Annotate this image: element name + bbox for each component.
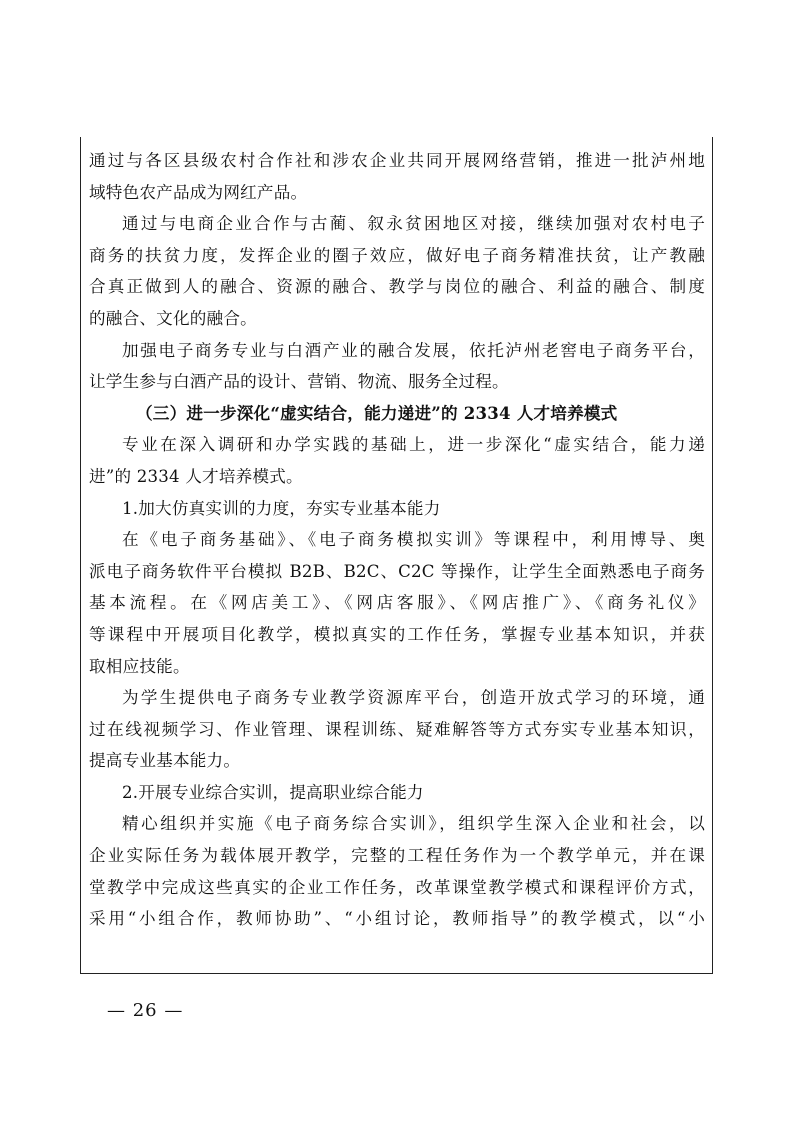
- paragraph-line: 等课程中开展项目化教学，模拟真实的工作任务，掌握专业基本知识，并获: [89, 624, 705, 644]
- subsection-heading: 2.开展专业综合实训，提高职业综合能力: [122, 782, 424, 802]
- section-heading: （三）进一步深化“虚实结合，能力递进”的 2334 人才培养模式: [136, 402, 618, 423]
- document-body: [89, 145, 705, 935]
- paragraph-line: 采用“小组合作，教师协助”、“小组讨论，教师指导”的教学模式，以“小: [89, 909, 705, 929]
- subsection-heading: 1.加大仿真实训的力度，夯实专业基本能力: [122, 498, 441, 518]
- paragraph-line: 加强电子商务专业与白酒产业的融合发展，依托泸州老窖电子商务平台，: [122, 340, 705, 360]
- paragraph-line: 在《电子商务基础》、《电子商务模拟实训》等课程中，利用博导、奥: [122, 530, 705, 550]
- paragraph-line: 让学生参与白酒产品的设计、营销、物流、服务全过程。: [89, 372, 509, 392]
- paragraph-line: 提高专业基本能力。: [89, 751, 241, 771]
- paragraph-line: 企业实际任务为载体展开教学，完整的工程任务作为一个教学单元，并在课: [89, 846, 705, 866]
- paragraph-line: 的融合、文化的融合。: [89, 308, 257, 328]
- paragraph-line: 取相应技能。: [89, 656, 190, 676]
- paragraph-line: 精心组织并实施《电子商务综合实训》，组织学生深入企业和社会，以: [122, 814, 705, 834]
- paragraph-line: 过在线视频学习、作业管理、课程训练、疑难解答等方式夯实专业基本知识，: [89, 719, 705, 739]
- paragraph-line: 为学生提供电子商务专业教学资源库平台，创造开放式学习的环境，通: [122, 688, 705, 708]
- paragraph-line: 基本流程。在《网店美工》、《网店客服》、《网店推广》、《商务礼仪》: [89, 593, 705, 613]
- paragraph-line: 域特色农产品成为网红产品。: [89, 182, 308, 202]
- paragraph-line: 派电子商务软件平台模拟 B2B、B2C、C2C 等操作，让学生全面熟悉电子商务: [89, 561, 705, 581]
- paragraph-line: 进”的 2334 人才培养模式。: [89, 466, 303, 486]
- paragraph-line: 通过与各区县级农村合作社和涉农企业共同开展网络营销，推进一批泸州地: [89, 151, 705, 170]
- paragraph-line: 通过与电商企业合作与古蔺、叙永贫困地区对接，继续加强对农村电子: [122, 214, 705, 234]
- paragraph-line: 堂教学中完成这些真实的企业工作任务，改革课堂教学模式和课程评价方式，: [89, 877, 705, 897]
- paragraph-line: 商务的扶贫力度，发挥企业的圈子效应，做好电子商务精准扶贫，让产教融: [89, 245, 705, 265]
- paragraph-line: 合真正做到人的融合、资源的融合、教学与岗位的融合、利益的融合、制度: [89, 277, 705, 297]
- page-number: — 26 —: [107, 1000, 184, 1021]
- paragraph-line: 专业在深入调研和办学实践的基础上，进一步深化“虚实结合，能力递: [122, 435, 705, 455]
